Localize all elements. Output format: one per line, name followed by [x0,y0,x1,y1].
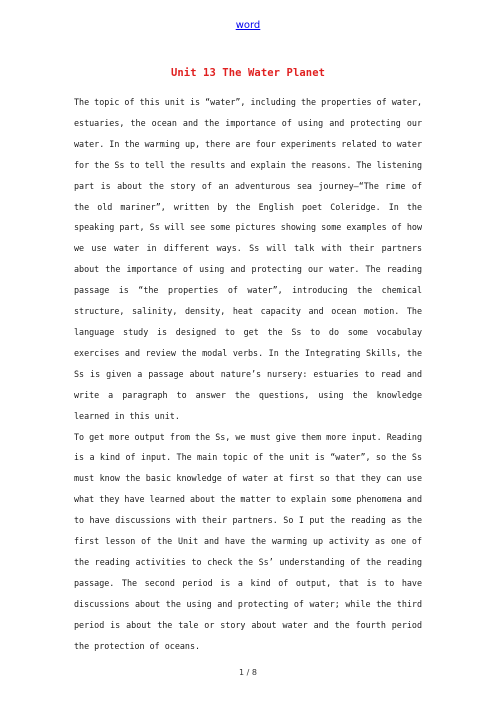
document-title: Unit 13 The Water Planet [170,67,326,79]
body-paragraph-1: The topic of this unit is “water”, including the properties of water, estuaries, the ocean and the importance of using and protecting our water. In the warming up, there are four experiments related to water for the Ss to tell the results and explain the reasons. The listening part is about the story of an adventurous sea journey—“The rime of the old mariner”, written by the English poet Coleridge. In the speaking part, Ss will see some pictures showing some examples of how we use water in different ways. Ss will talk with their partners about the importance of using and protecting our water. The reading passage is “the properties of water”, introducing the chemical structure, salinity, density, heat capacity and ocean motion. The language study is designed to get the Ss to do some vocabulay exercises and review the modal verbs. In the Integrating Skills, the Ss is given a passage about nature’s nursery: estuaries to read and write a paragraph to answer the questions, using the knowledge learned in this unit. [74,97,422,421]
page-number: 1 / 8 [239,668,257,677]
body-paragraph-2: To get more output from the Ss, we must give them more input. Reading is a kind of input. The main topic of the unit is “water”, so the Ss must know the basic knowledge of water at first so that they can use what they have learned about the matter to explain some phenomena and to have discussions with their partners. So I put the reading as the first lesson of the Unit and have the warming up activity as one of the reading activities to check the Ss’ understanding of the reading passage. The second period is a kind of output, that is to have discussions about the using and protecting of water; while the third period is about the tale or story about water and the fourth period the protection of oceans. [74,431,422,651]
header-word-link[interactable]: word [235,20,261,31]
document-body [74,92,422,656]
